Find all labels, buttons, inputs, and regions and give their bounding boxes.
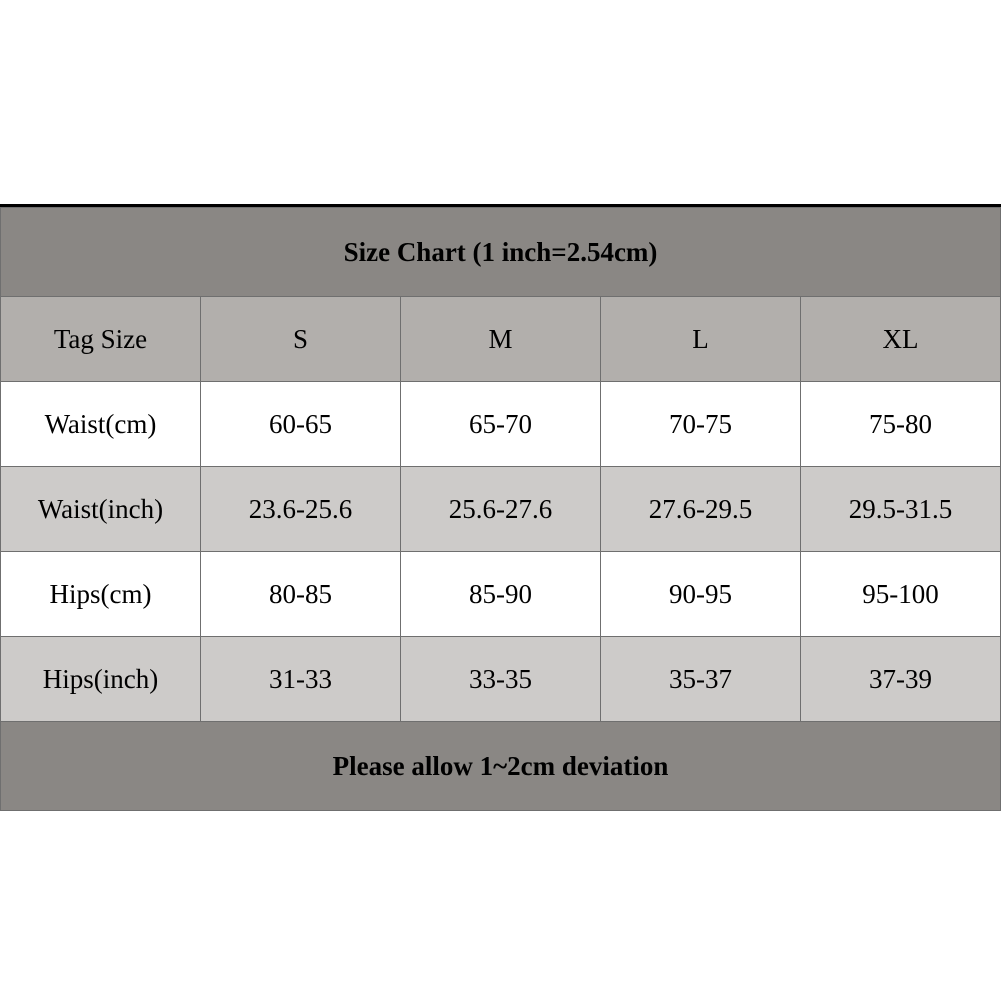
row-label-hips-cm: Hips(cm) bbox=[1, 552, 201, 637]
table-row bbox=[1, 382, 1001, 467]
column-header-s: S bbox=[201, 297, 401, 382]
cell-waist-cm-xl: 75-80 bbox=[801, 382, 1001, 467]
table-row bbox=[1, 467, 1001, 552]
column-header-m: M bbox=[401, 297, 601, 382]
table-row bbox=[1, 637, 1001, 722]
cell-hips-inch-m: 33-35 bbox=[401, 637, 601, 722]
cell-hips-cm-s: 80-85 bbox=[201, 552, 401, 637]
row-label-waist-cm: Waist(cm) bbox=[1, 382, 201, 467]
cell-hips-cm-xl: 95-100 bbox=[801, 552, 1001, 637]
cell-hips-inch-l: 35-37 bbox=[601, 637, 801, 722]
table-header-row bbox=[1, 297, 1001, 382]
cell-waist-cm-s: 60-65 bbox=[201, 382, 401, 467]
column-header-tag-size: Tag Size bbox=[1, 297, 201, 382]
table-title-row bbox=[1, 208, 1001, 297]
cell-waist-inch-s: 23.6-25.6 bbox=[201, 467, 401, 552]
cell-waist-cm-l: 70-75 bbox=[601, 382, 801, 467]
cell-hips-cm-m: 85-90 bbox=[401, 552, 601, 637]
chart-footer-note: Please allow 1~2cm deviation bbox=[1, 722, 1001, 811]
table-row bbox=[1, 552, 1001, 637]
cell-waist-inch-m: 25.6-27.6 bbox=[401, 467, 601, 552]
cell-hips-inch-s: 31-33 bbox=[201, 637, 401, 722]
row-label-waist-inch: Waist(inch) bbox=[1, 467, 201, 552]
size-chart-container bbox=[0, 204, 1001, 794]
size-chart-table bbox=[0, 207, 1001, 811]
cell-hips-inch-xl: 37-39 bbox=[801, 637, 1001, 722]
cell-hips-cm-l: 90-95 bbox=[601, 552, 801, 637]
chart-title: Size Chart (1 inch=2.54cm) bbox=[1, 208, 1001, 297]
row-label-hips-inch: Hips(inch) bbox=[1, 637, 201, 722]
table-footer-row bbox=[1, 722, 1001, 811]
cell-waist-inch-l: 27.6-29.5 bbox=[601, 467, 801, 552]
column-header-l: L bbox=[601, 297, 801, 382]
column-header-xl: XL bbox=[801, 297, 1001, 382]
cell-waist-inch-xl: 29.5-31.5 bbox=[801, 467, 1001, 552]
cell-waist-cm-m: 65-70 bbox=[401, 382, 601, 467]
